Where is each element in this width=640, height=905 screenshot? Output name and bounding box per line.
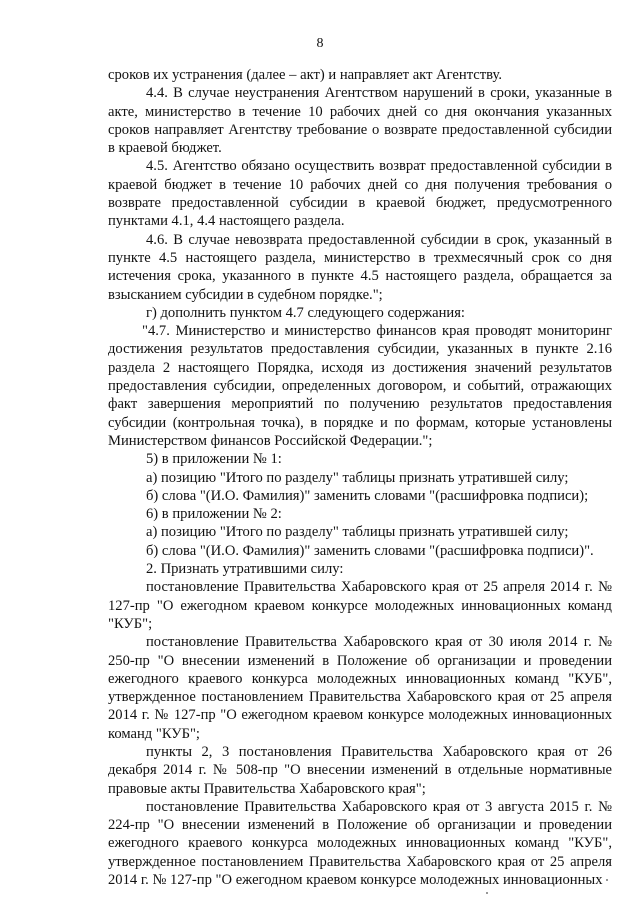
paragraph: 4.6. В случае невозврата предоставленной субсидии в срок, указанный в пункте 4.5 настоящего раздела, министерство в трехмесячный срок со дня истечения срока, указанного в пункте 4.5 настоящего раздела, обращается за взысканием субсидии в судебном порядке."; [108,231,612,303]
paragraph: 4.4. В случае неустранения Агентством нарушений в сроки, указанные в акте, министерство в течение 10 рабочих дней со дня окончания указанных сроков направляет Агентству требование о возврате предоставленной субсидии в краевой бюджет. [108,85,612,157]
paragraph: постановление Правительства Хабаровского края от 3 августа 2015 г. № 224-пр "О внесении изменений в Положение об организации и проведении ежегодного краевого конкурса молодежных инновационных команд "КУБ", утвержденное постановлением Правительства Хабаровского края от 25 апреля 2014 г. № 127-пр "О ежегодном краевом конкурсе молодежных инновационных [108,798,612,889]
paragraph: 6) в приложении № 2: [146,506,282,523]
paragraph: б) слова "(И.О. Фамилия)" заменить словами "(расшифровка подписи); [146,487,589,504]
scan-speck [606,879,608,881]
page-number: 8 [316,36,324,51]
paragraph: 4.5. Агентство обязано осуществить возврат предоставленной субсидии в краевой бюджет в течение 10 рабочих дней со дня получения требования о возврате предоставленной субсидии в краевой бюджет, предусмотренного пунктами 4.1, 4.4 настоящего раздела. [108,158,612,230]
paragraph: пункты 2, 3 постановления Правительства Хабаровского края от 26 декабря 2014 г. № 508-пр "О внесении изменений в отдельные нормативные правовые акты Правительства Хабаровского края"; [108,743,612,797]
paragraph: "4.7. Министерство и министерство финансов края проводят мониторинг достижения результатов предоставления субсидии, указанных в пункте 2.16 раздела 2 настоящего Порядка, исходя из достижения значений результатов предоставления субсидии, определенных договором, и событий, отражающих факт завершения мероприятий по получению результатов предоставления субсидии (контрольная точка), в порядке и по формам, которые установлены Министерством финансов Российской Федерации."; [108,323,612,449]
paragraph: сроков их устранения (далее – акт) и направляет акт Агентству. [108,67,503,83]
paragraph: постановление Правительства Хабаровского края от 25 апреля 2014 г. № 127-пр "О ежегодном краевом конкурсе молодежных инновационных команд "КУБ"; [108,579,612,632]
scan-speck [486,892,488,894]
paragraph: г) дополнить пунктом 4.7 следующего содержания: [146,304,465,321]
paragraph: постановление Правительства Хабаровского края от 30 июля 2014 г. № 250-пр "О внесении изменений в Положение об организации и проведении ежегодного краевого конкурса молодежных инновационных команд "КУБ", утвержденное постановлением Правительства Хабаровского края от 25 апреля 2014 г. № 127-пр "О ежегодном краевом конкурсе молодежных инновационных команд "КУБ"; [108,634,612,742]
paragraph: 5) в приложении № 1: [146,451,282,468]
paragraph: 2. Признать утратившими силу: [146,561,344,578]
paragraph: а) позицию "Итого по разделу" таблицы признать утратившей силу; [146,524,569,541]
paragraph: а) позицию "Итого по разделу" таблицы признать утратившей силу; [146,469,569,486]
document-body [108,66,612,889]
paragraph: б) слова "(И.О. Фамилия)" заменить словами "(расшифровка подписи)". [146,542,594,559]
